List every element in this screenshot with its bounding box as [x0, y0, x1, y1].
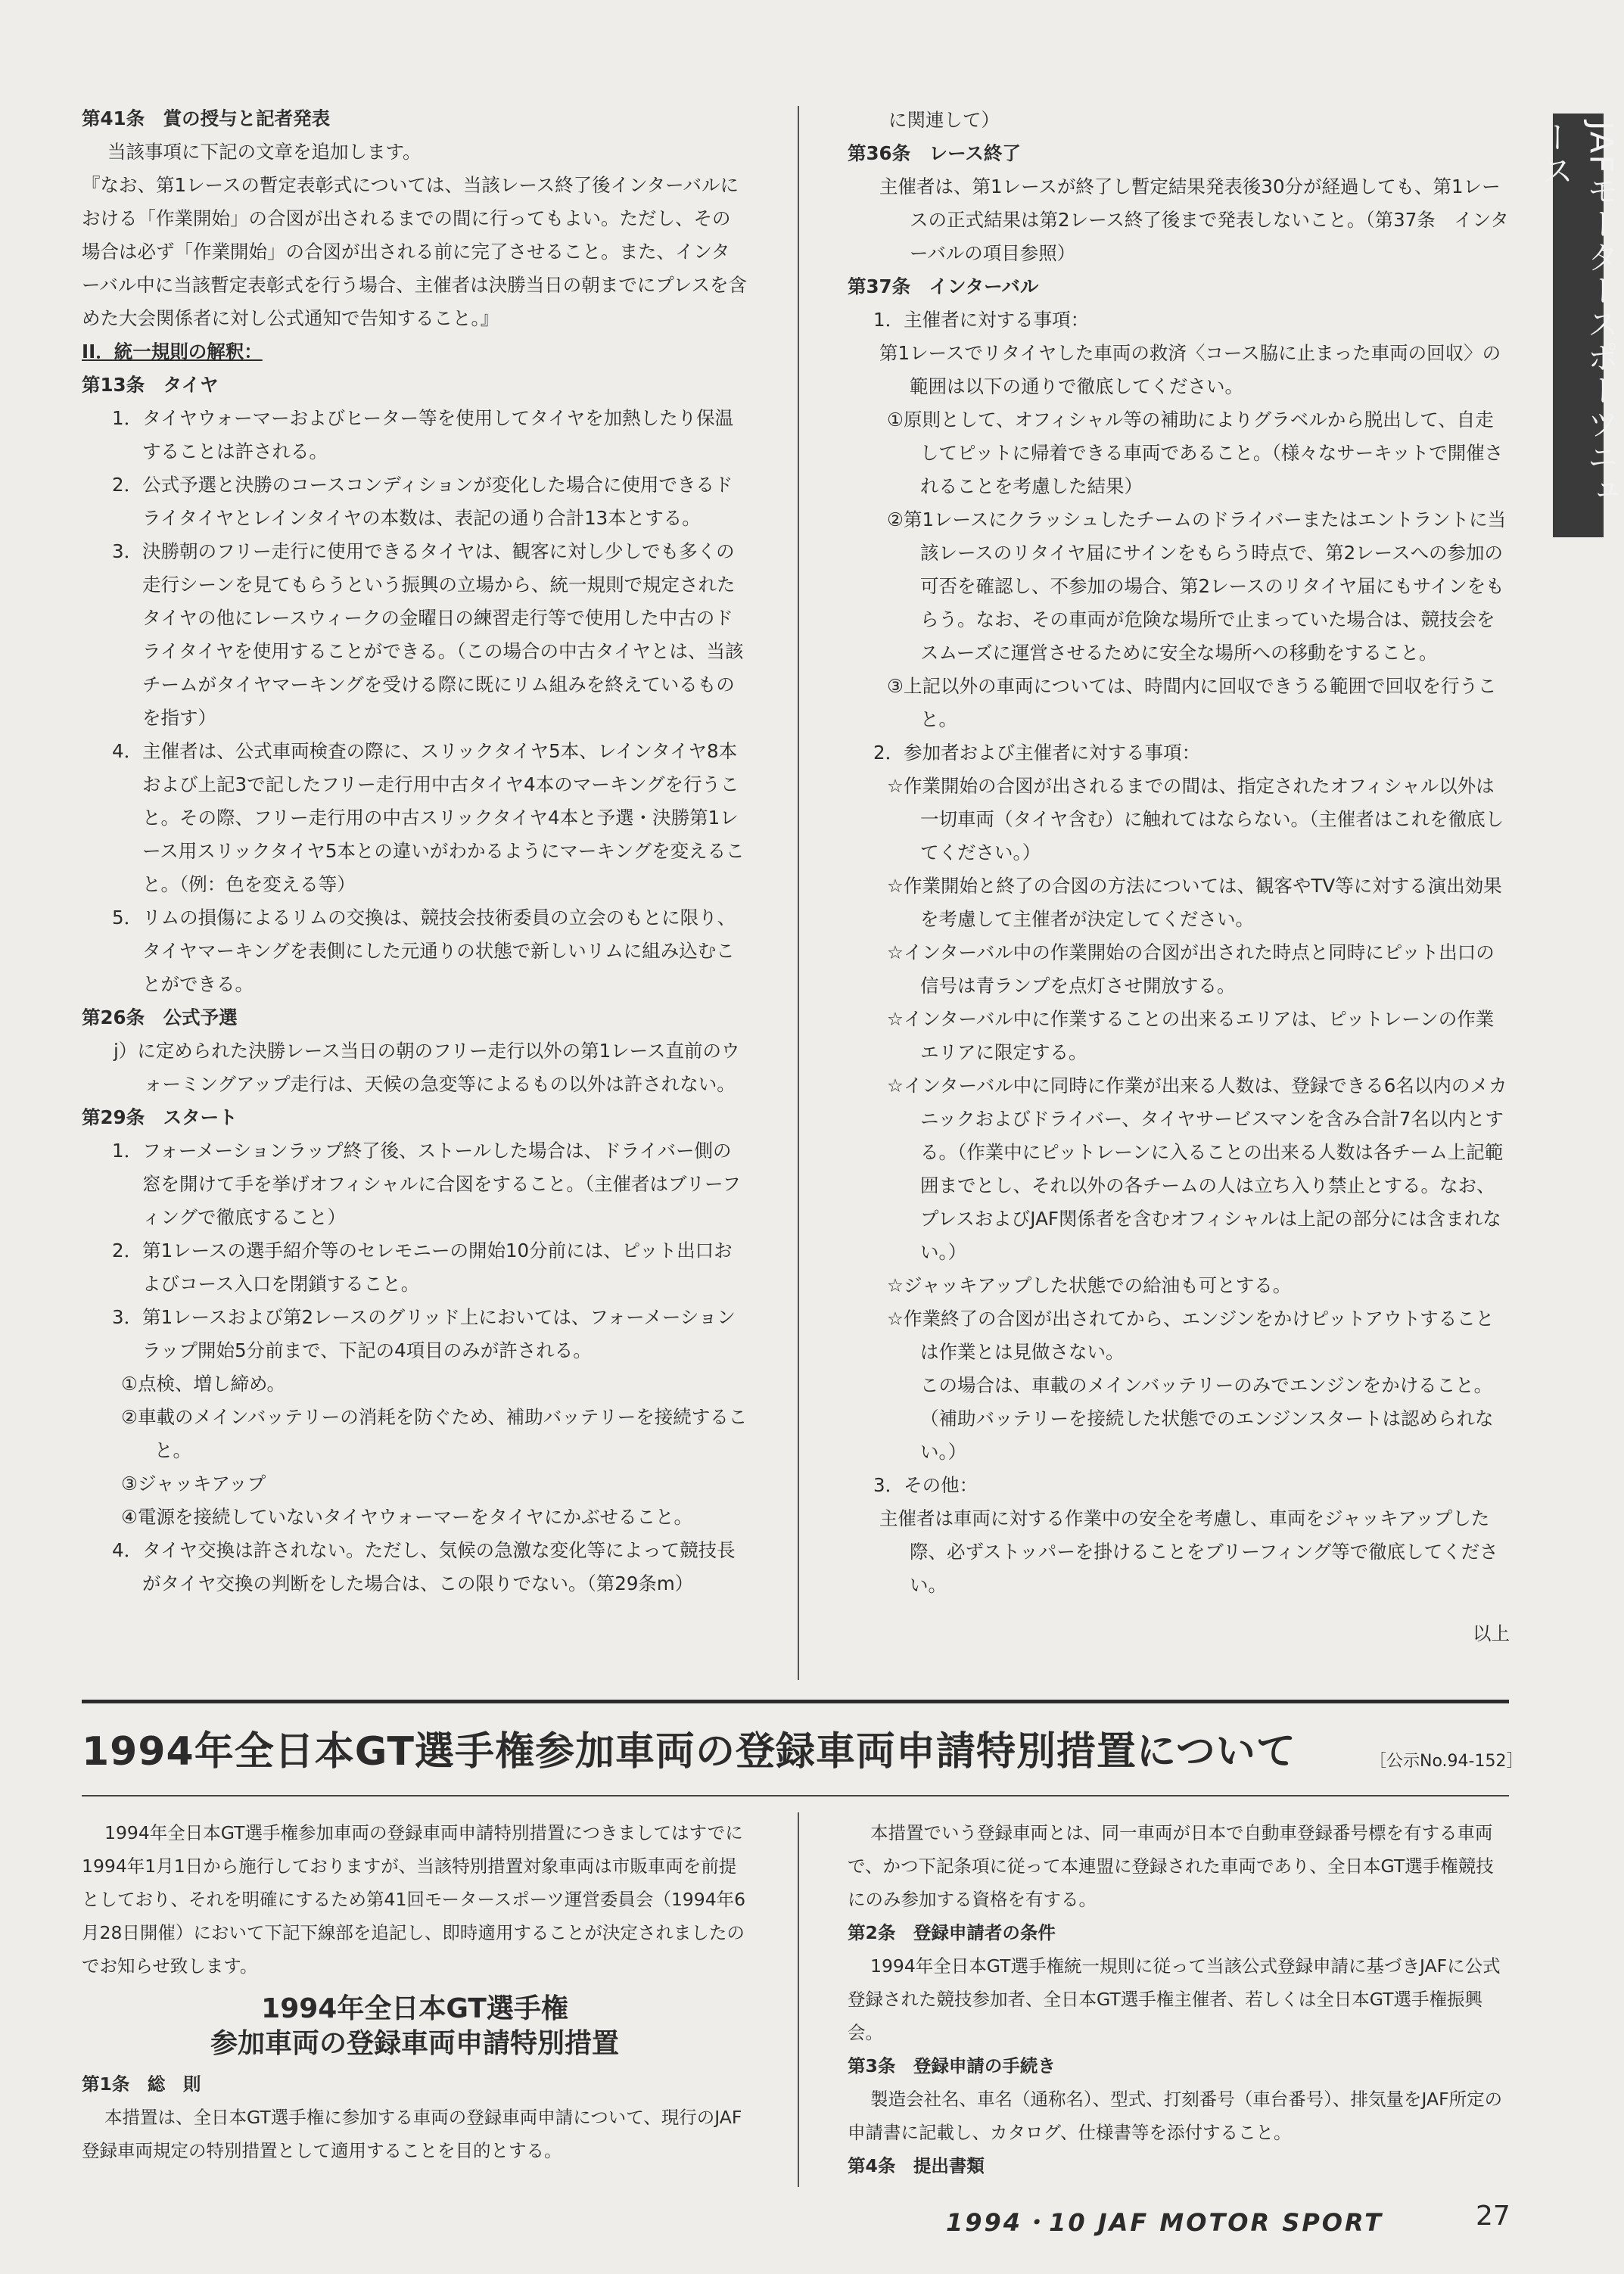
lower-right-paragraph: 第3条 登録申請の手続き — [848, 2055, 1056, 2076]
right-paragraph: 1．主催者に対する事項： — [873, 309, 1090, 331]
lower-right-column — [848, 1816, 1510, 2182]
left-paragraph: ④電源を接続していないタイヤウォーマーをタイヤにかぶせること。 — [121, 1506, 693, 1528]
section-rule — [82, 1700, 1509, 1703]
left-paragraph: 第41条 賞の授与と記者発表 — [82, 107, 331, 129]
column-divider-lower — [798, 1812, 799, 2187]
right-paragraph: ③上記以外の車両については、時間内に回収できうる範囲で回収を行うこと。 — [887, 675, 1497, 730]
right-paragraph: に関連して） — [888, 109, 1000, 131]
left-paragraph: 4．主催者は、公式車両検査の際に、スリックタイヤ5本、レインタイヤ8本および上記3で記したフリー走行用中古タイヤ4本のマーキングを行うこと。その際、フリー走行用の中古スリックタイヤ4本と予選・決勝第1レース用スリックタイヤ5本との違いがわかるようにマーキングを変えること。（例：色を変える等） — [112, 740, 745, 895]
lower-right-paragraph: 第4条 提出書類 — [848, 2155, 985, 2176]
section-tab-label: JAFモータースポーツニュース — [1537, 121, 1620, 508]
article-1-body: 本措置は、全日本GT選手権に参加する車両の登録車両申請について、現行のJAF登録車両規定の特別措置として適用することを目的とする。 — [82, 2107, 742, 2161]
right-paragraph: ☆作業開始の合図が出されるまでの間は、指定されたオフィシャル以外は一切車両（タイヤ含む）に触れてはならない。（主催者はこれを徹底してください。） — [887, 775, 1504, 863]
article-1-heading: 第1条 総 則 — [82, 2073, 201, 2095]
lower-right-paragraph: 製造会社名、車名（通称名）、型式、打刻番号（車台番号）、排気量をJAF所定の申請書に記載し、カタログ、仕様書等を添付すること。 — [848, 2089, 1503, 2143]
left-paragraph: 1．フォーメーションラップ終了後、ストールした場合は、ドライバー側の窓を開けて手を挙げオフィシャルに合図をすること。（主催者はブリーフィングで徹底すること） — [112, 1140, 741, 1228]
lower-right-paragraph: 第2条 登録申請者の条件 — [848, 1922, 1056, 1943]
lower-left-column — [82, 1816, 748, 2167]
left-paragraph: 第13条 タイヤ — [82, 374, 219, 396]
left-paragraph: 2．第1レースの選手紹介等のセレモニーの開始10分前には、ピット出口およびコース入口を閉鎖すること。 — [112, 1240, 733, 1295]
page-number: 27 — [1476, 2201, 1510, 2232]
column-divider — [798, 106, 799, 1680]
right-paragraph: 3．その他： — [873, 1474, 978, 1496]
left-paragraph: 4．タイヤ交換は許されない。ただし、気候の急激な変化等によって競技長がタイヤ交換の判断をした場合は、この限りでない。（第29条m） — [112, 1539, 736, 1594]
right-paragraph: ②第1レースにクラッシュしたチームのドライバーまたはエントラントに当該レースのリタイヤ届にサインをもらう時点で、第2レースへの参加の可否を確認し、不参加の場合、第2レースのリタイヤ届にもサインをもらう。なお、その車両が危険な場所で止まっていた場合は、競技会をスムーズに運営させるために安全な場所への移動をすること。 — [887, 509, 1507, 664]
right-column — [848, 104, 1510, 1602]
left-paragraph: 3．決勝朝のフリー走行に使用できるタイヤは、観客に対し少しでも多くの走行シーンを見てもらうという振興の立場から、統一規則で規定されたタイヤの他にレースウィークの金曜日の練習走行等で使用した中古のドライタイヤを使用することができる。（この場合の中古タイヤとは、当該チームがタイヤマーキングを受ける際に既にリム組みを終えているものを指す） — [112, 540, 744, 729]
left-column — [82, 102, 748, 1601]
subtitle-line-1: 1994年全日本GT選手権 — [261, 1993, 568, 2024]
title-underline — [82, 1795, 1509, 1796]
right-paragraph: ☆作業終了の合図が出されてから、エンジンをかけピットアウトすることは作業とは見做さない。 — [887, 1308, 1495, 1363]
left-paragraph: 第29条 スタート — [82, 1106, 238, 1128]
right-paragraph: この場合は、車載のメインバッテリーのみでエンジンをかけること。（補助バッテリーを接続した状態でのエンジンスタートは認められない。） — [920, 1374, 1494, 1463]
left-paragraph: ③ジャッキアップ — [121, 1473, 266, 1495]
left-paragraph: 当該事項に下記の文章を追加します。 — [107, 141, 422, 163]
lower-right-paragraph: 本措置でいう登録車両とは、同一車両が日本で自動車登録番号標を有する車両で、かつ下記条項に従って本連盟に登録された車両であり、全日本GT選手権競技にのみ参加する資格を有する。 — [848, 1822, 1494, 1910]
left-paragraph: II．統一規則の解釈： — [82, 341, 263, 362]
left-paragraph: 5．リムの損傷によるリムの交換は、競技会技術委員の立会のもとに限り、タイヤマーキングを表側にした元通りの状態で新しいリムに組み込むことができる。 — [112, 907, 736, 995]
right-paragraph: ①原則として、オフィシャル等の補助によりグラベルから脱出して、自走してピットに帰着できる車両であること。（様々なサーキットで開催されることを考慮した結果） — [887, 409, 1504, 497]
left-paragraph: ①点検、増し締め。 — [121, 1373, 285, 1395]
right-paragraph: ☆インターバル中に作業することの出来るエリアは、ピットレーンの作業エリアに限定する。 — [887, 1008, 1495, 1063]
article-title: 1994年全日本GT選手権参加車両の登録車両申請特別措置について — [82, 1729, 1296, 1775]
right-paragraph: 第1レースでリタイヤした車両の救済〈コース脇に止まった車両の回収〉の範囲は以下の通りで徹底してください。 — [879, 342, 1501, 397]
right-paragraph: 主催者は車両に対する作業中の安全を考慮し、車両をジャッキアップした際、必ずストッパーを掛けることをブリーフィング等で徹底してください。 — [879, 1507, 1498, 1596]
intro-paragraph: 1994年全日本GT選手権参加車両の登録車両申請特別措置につきましてはすでに1994年1月1日から施行しておりますが、当該特別措置対象車両は市販車両を前提としており、それを明確にするため第41回モータースポーツ運営委員会（1994年6月28日開催）において下記下線部を追記し、即時適用することが決定されましたのでお知らせ致します。 — [82, 1822, 746, 1977]
right-paragraph: ☆作業開始と終了の合図の方法については、観客やTV等に対する演出効果を考慮して主催者が決定してください。 — [887, 875, 1502, 930]
left-paragraph: 3．第1レースおよび第2レースのグリッド上においては、フォーメーションラップ開始5分前まで、下記の4項目のみが許される。 — [112, 1306, 736, 1361]
left-paragraph: 2．公式予選と決勝のコースコンディションが変化した場合に使用できるドライタイヤとレインタイヤの本数は、表記の通り合計13本とする。 — [112, 474, 733, 529]
end-mark: 以上 — [1473, 1622, 1510, 1644]
right-paragraph: 第37条 インターバル — [848, 275, 1039, 297]
lower-right-paragraph: 1994年全日本GT選手権統一規則に従って当該公式登録申請に基づきJAFに公式登録された競技参加者、全日本GT選手権主催者、若しくは全日本GT選手権振興会。 — [848, 1955, 1501, 2043]
left-paragraph: 1．タイヤウォーマーおよびヒーター等を使用してタイヤを加熱したり保温することは許される。 — [112, 407, 734, 462]
subtitle — [82, 1992, 748, 2061]
notice-number: ［公示No.94-152］ — [1370, 1752, 1523, 1771]
left-paragraph: 第26条 公式予選 — [82, 1006, 238, 1028]
right-column-end — [848, 1617, 1510, 1650]
right-paragraph: ☆インターバル中の作業開始の合図が出された時点と同時にピット出口の信号は青ランプを点灯させ開放する。 — [887, 941, 1495, 997]
right-paragraph: 主催者は、第1レースが終了し暫定結果発表後30分が経過しても、第1レースの正式結果は第2レース終了後まで発表しないこと。（第37条 インターバルの項目参照） — [879, 176, 1509, 264]
right-paragraph: ☆ジャッキアップした状態での給油も可とする。 — [887, 1274, 1292, 1296]
right-paragraph: 2．参加者および主催者に対する事項： — [873, 742, 1201, 764]
right-paragraph: ☆インターバル中に同時に作業が出来る人数は、登録できる6名以内のメカニックおよびドライバー、タイヤサービスマンを含み合計7名以内とする。（作業中にピットレーンに入ることの出来る人数は各チーム上記範囲までとし、それ以外の各チームの人は立ち入り禁止とする。なお、プレスおよびJAF関係者を含むオフィシャルは上記の部分には含まれない。） — [887, 1075, 1507, 1263]
right-paragraph: 第36条 レース終了 — [848, 142, 1021, 164]
magazine-footer: 1994・10 JAF MOTOR SPORT — [946, 2208, 1384, 2237]
left-paragraph: j）に定められた決勝レース当日の朝のフリー走行以外の第1レース直前のウォーミングアップ走行は、天候の急変等によるもの以外は許されない。 — [114, 1040, 740, 1095]
section-tab — [1537, 114, 1620, 537]
left-paragraph: ②車載のメインバッテリーの消耗を防ぐため、補助バッテリーを接続すること。 — [121, 1406, 748, 1461]
left-paragraph: 『なお、第1レースの暫定表彰式については、当該レース終了後インターバルにおける「作業開始」の合図が出されるまでの間に行ってもよい。ただし、その場合は必ず「作業開始」の合図が出される前に完了させること。また、インターバル中に当該暫定表彰式を行う場合、主催者は決勝当日の朝までにプレスを含めた大会関係者に対し公式通知で告知すること。』 — [82, 174, 748, 329]
subtitle-line-2: 参加車両の登録車両申請特別措置 — [210, 2028, 619, 2059]
